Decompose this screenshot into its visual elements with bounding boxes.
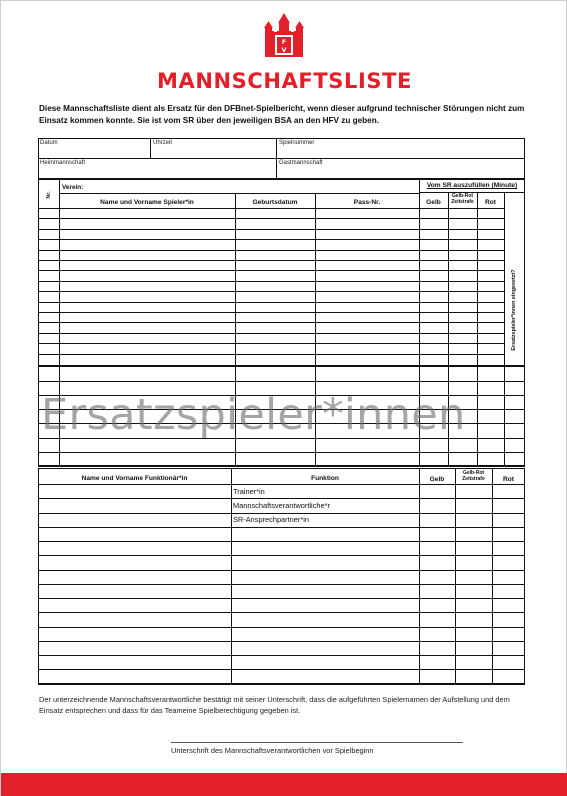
- entry-cell[interactable]: [449, 251, 477, 260]
- entry-cell[interactable]: [478, 313, 504, 322]
- entry-cell[interactable]: [316, 261, 419, 270]
- pass-number-column-header: Pass-Nr.: [353, 199, 381, 206]
- entry-cell[interactable]: [60, 334, 235, 343]
- entry-cell[interactable]: [232, 599, 419, 612]
- divider: [276, 138, 277, 179]
- entry-cell[interactable]: [316, 355, 419, 364]
- divider: [38, 158, 525, 159]
- entry-cell[interactable]: [449, 240, 477, 249]
- entry-cell[interactable]: [449, 323, 477, 332]
- entry-cell[interactable]: [420, 499, 455, 512]
- substitutes-used-side-label: Ersatzspieler*innen eingesetzt?: [511, 269, 517, 351]
- entry-cell[interactable]: [420, 514, 455, 527]
- entry-cell[interactable]: [39, 571, 231, 584]
- page-title: MANNSCHAFTSLISTE: [156, 69, 413, 93]
- entry-cell[interactable]: [236, 282, 315, 291]
- entry-cell[interactable]: [39, 599, 231, 612]
- entry-cell[interactable]: [236, 313, 315, 322]
- entry-cell[interactable]: [316, 271, 419, 280]
- entry-cell[interactable]: [456, 613, 492, 626]
- entry-cell[interactable]: [478, 334, 504, 343]
- entry-cell[interactable]: [236, 240, 315, 249]
- entry-cell[interactable]: [316, 209, 419, 218]
- entry-cell[interactable]: [39, 613, 231, 626]
- entry-cell[interactable]: [493, 485, 525, 498]
- entry-cell[interactable]: [236, 219, 315, 228]
- row-divider: [38, 466, 525, 467]
- entry-cell[interactable]: [232, 628, 419, 641]
- entry-cell[interactable]: [478, 251, 504, 260]
- entry-cell[interactable]: [236, 355, 315, 364]
- entry-cell[interactable]: [478, 230, 504, 239]
- entry-cell[interactable]: [236, 334, 315, 343]
- entry-cell[interactable]: [449, 303, 477, 312]
- match-number-field-label: Spielnummer: [279, 140, 315, 146]
- entry-cell[interactable]: [493, 556, 525, 569]
- entry-cell[interactable]: [60, 355, 235, 364]
- entry-cell[interactable]: [449, 355, 477, 364]
- entry-cell[interactable]: [60, 344, 235, 353]
- entry-cell[interactable]: [420, 485, 455, 498]
- row-divider: [38, 381, 525, 382]
- entry-cell[interactable]: [493, 528, 525, 541]
- entry-cell[interactable]: [456, 528, 492, 541]
- entry-cell[interactable]: [60, 313, 235, 322]
- player-name-column-header: Name und Vorname Spieler*in: [100, 199, 194, 206]
- entry-cell[interactable]: [420, 323, 448, 332]
- entry-cell[interactable]: [39, 542, 231, 555]
- entry-cell[interactable]: [316, 303, 419, 312]
- entry-cell[interactable]: [493, 585, 525, 598]
- entry-cell[interactable]: [449, 282, 477, 291]
- entry-cell[interactable]: [420, 642, 455, 655]
- yellow-column-header: Gelb: [426, 199, 441, 206]
- entry-cell[interactable]: [456, 599, 492, 612]
- entry-cell[interactable]: [232, 571, 419, 584]
- entry-cell[interactable]: [316, 344, 419, 353]
- substitutes-watermark: Ersatzspieler*innen: [41, 390, 466, 440]
- entry-cell[interactable]: [236, 323, 315, 332]
- entry-cell[interactable]: [39, 499, 231, 512]
- entry-cell[interactable]: [456, 628, 492, 641]
- entry-cell[interactable]: [449, 209, 477, 218]
- entry-cell[interactable]: [236, 209, 315, 218]
- entry-cell[interactable]: [493, 628, 525, 641]
- entry-cell[interactable]: [60, 292, 235, 301]
- entry-cell[interactable]: [456, 642, 492, 655]
- entry-cell[interactable]: [420, 542, 455, 555]
- entry-cell[interactable]: [478, 355, 504, 364]
- entry-cell[interactable]: [232, 585, 419, 598]
- footer-bar: [1, 773, 567, 796]
- entry-cell[interactable]: [232, 556, 419, 569]
- entry-cell[interactable]: [456, 556, 492, 569]
- entry-cell[interactable]: [420, 219, 448, 228]
- entry-cell[interactable]: [60, 219, 235, 228]
- birthdate-column-header: Geburtsdatum: [252, 199, 298, 206]
- entry-cell[interactable]: [420, 240, 448, 249]
- entry-cell[interactable]: [232, 613, 419, 626]
- entry-cell[interactable]: [232, 642, 419, 655]
- entry-cell[interactable]: [316, 313, 419, 322]
- entry-cell[interactable]: [456, 499, 492, 512]
- starters-substitutes-separator: [38, 365, 525, 367]
- official-yellow-column-header: Gelb: [429, 476, 445, 483]
- entry-cell[interactable]: [420, 230, 448, 239]
- entry-cell[interactable]: [60, 323, 235, 332]
- entry-cell[interactable]: [420, 313, 448, 322]
- row-divider: [38, 684, 525, 685]
- svg-text:F: F: [281, 38, 287, 46]
- entry-cell[interactable]: [478, 303, 504, 312]
- entry-cell[interactable]: [456, 514, 492, 527]
- svg-text:V: V: [281, 46, 287, 54]
- entry-cell[interactable]: [316, 292, 419, 301]
- role-referee-contact: SR-Ansprechpartner*in: [233, 515, 309, 524]
- entry-cell[interactable]: [60, 251, 235, 260]
- intro-text: Diese Mannschaftsliste dient als Ersatz für den DFBnet-Spielbericht, wenn dieser aufgrund technischer Störungen nicht zum Einsatz kommen konnte. Sie ist vom SR über den jeweiligen BSA an den HFV zu geben.: [39, 104, 525, 125]
- entry-cell[interactable]: [456, 571, 492, 584]
- entry-cell[interactable]: [449, 219, 477, 228]
- entry-cell[interactable]: [316, 230, 419, 239]
- home-team-field-label: Heimmannschaft: [40, 160, 86, 166]
- entry-cell[interactable]: [39, 585, 231, 598]
- entry-cell[interactable]: [456, 670, 492, 683]
- entry-cell[interactable]: [420, 656, 455, 669]
- entry-cell[interactable]: [493, 571, 525, 584]
- entry-cell[interactable]: [493, 642, 525, 655]
- entry-cell[interactable]: [420, 303, 448, 312]
- entry-cell[interactable]: [316, 240, 419, 249]
- hfv-logo-icon: [263, 13, 305, 59]
- entry-cell[interactable]: [39, 556, 231, 569]
- entry-cell[interactable]: [493, 599, 525, 612]
- entry-cell[interactable]: [449, 261, 477, 270]
- entry-cell[interactable]: [420, 556, 455, 569]
- confirmation-text: Der unterzeichnende Mannschaftsverantwortliche bestätigt mit seiner Unterschrift, dass die aufgeführten Spielernamen der Aufstellung und dem Einsatz entsprechen und dass für das Teameine Spielberechtigung gegeben ist.: [39, 695, 510, 715]
- entry-cell[interactable]: [60, 271, 235, 280]
- entry-cell[interactable]: [420, 355, 448, 364]
- entry-cell[interactable]: [420, 209, 448, 218]
- entry-cell[interactable]: [420, 571, 455, 584]
- entry-cell[interactable]: [456, 485, 492, 498]
- signature-line: [171, 742, 463, 743]
- away-team-field-label: Gastmannschaft: [279, 160, 323, 166]
- column-divider: [504, 192, 505, 466]
- entry-cell[interactable]: [236, 271, 315, 280]
- entry-cell[interactable]: [236, 344, 315, 353]
- yellow-red-column-header: Gelb-Rot Zeitstrafe: [451, 193, 474, 205]
- official-red-column-header: Rot: [503, 476, 514, 483]
- role-trainer: Trainer*in: [233, 487, 265, 496]
- entry-cell[interactable]: [60, 261, 235, 270]
- entry-cell[interactable]: [493, 670, 525, 683]
- entry-cell[interactable]: [478, 271, 504, 280]
- entry-cell[interactable]: [478, 209, 504, 218]
- entry-cell[interactable]: [478, 282, 504, 291]
- entry-cell[interactable]: [449, 344, 477, 353]
- entry-cell[interactable]: [236, 292, 315, 301]
- red-column-header: Rot: [485, 199, 496, 206]
- entry-cell[interactable]: [60, 303, 235, 312]
- entry-cell[interactable]: [478, 261, 504, 270]
- entry-cell[interactable]: [60, 240, 235, 249]
- entry-cell[interactable]: [60, 230, 235, 239]
- number-column-header: Nr.: [46, 191, 52, 199]
- time-field-label: Uhrzeit: [153, 140, 173, 146]
- entry-cell[interactable]: [232, 542, 419, 555]
- club-label: Verein:: [62, 184, 84, 191]
- entry-cell[interactable]: [39, 628, 231, 641]
- entry-cell[interactable]: [420, 344, 448, 353]
- entry-cell[interactable]: [420, 613, 455, 626]
- entry-cell[interactable]: [236, 230, 315, 239]
- entry-cell[interactable]: [478, 344, 504, 353]
- entry-cell[interactable]: [420, 528, 455, 541]
- entry-cell[interactable]: [456, 656, 492, 669]
- entry-cell[interactable]: [420, 251, 448, 260]
- entry-cell[interactable]: [232, 528, 419, 541]
- entry-cell[interactable]: [232, 656, 419, 669]
- divider: [150, 138, 151, 158]
- entry-cell[interactable]: [493, 656, 525, 669]
- entry-cell[interactable]: [420, 271, 448, 280]
- entry-cell[interactable]: [449, 292, 477, 301]
- entry-cell[interactable]: [478, 292, 504, 301]
- entry-cell[interactable]: [316, 219, 419, 228]
- entry-cell[interactable]: [493, 542, 525, 555]
- header-divider: [59, 193, 419, 194]
- entry-cell[interactable]: [420, 334, 448, 343]
- row-divider: [38, 452, 525, 453]
- entry-cell[interactable]: [420, 670, 455, 683]
- entry-cell[interactable]: [493, 514, 525, 527]
- official-name-column-header: Name und Vorname Funktionär*in: [81, 475, 188, 482]
- entry-cell[interactable]: [60, 209, 235, 218]
- entry-cell[interactable]: [493, 499, 525, 512]
- role-team-manager: Mannschaftsverantwortliche*r: [233, 501, 330, 510]
- entry-cell[interactable]: [39, 670, 231, 683]
- entry-cell[interactable]: [420, 292, 448, 301]
- function-column-header: Funktion: [311, 475, 339, 482]
- entry-cell[interactable]: [449, 313, 477, 322]
- entry-cell[interactable]: [420, 261, 448, 270]
- entry-cell[interactable]: [316, 251, 419, 260]
- entry-cell[interactable]: [316, 282, 419, 291]
- entry-cell[interactable]: [39, 642, 231, 655]
- entry-cell[interactable]: [236, 251, 315, 260]
- entry-cell[interactable]: [60, 282, 235, 291]
- date-field-label: Datum: [40, 140, 58, 146]
- entry-cell[interactable]: [420, 585, 455, 598]
- entry-cell[interactable]: [420, 599, 455, 612]
- entry-cell[interactable]: [456, 585, 492, 598]
- entry-cell[interactable]: [39, 485, 231, 498]
- entry-cell[interactable]: [236, 261, 315, 270]
- signature-caption: Unterschrift des Mannschaftsverantwortlichen vor Spielbeginn: [171, 746, 374, 755]
- entry-cell[interactable]: [449, 271, 477, 280]
- entry-cell[interactable]: [39, 528, 231, 541]
- referee-section-header: Vom SR auszufüllen (Minute): [426, 182, 518, 189]
- entry-cell[interactable]: [236, 303, 315, 312]
- entry-cell[interactable]: [478, 323, 504, 332]
- entry-cell[interactable]: [478, 240, 504, 249]
- entry-cell[interactable]: [478, 219, 504, 228]
- entry-cell[interactable]: [420, 628, 455, 641]
- entry-cell[interactable]: [232, 670, 419, 683]
- entry-cell[interactable]: [39, 656, 231, 669]
- entry-cell[interactable]: [493, 613, 525, 626]
- entry-cell[interactable]: [316, 323, 419, 332]
- official-yellow-red-column-header: Gelb-Rot Zeitstrafe: [462, 470, 485, 482]
- entry-cell[interactable]: [39, 514, 231, 527]
- entry-cell[interactable]: [456, 542, 492, 555]
- entry-cell[interactable]: [449, 230, 477, 239]
- entry-cell[interactable]: [316, 334, 419, 343]
- entry-cell[interactable]: [449, 334, 477, 343]
- entry-cell[interactable]: [420, 282, 448, 291]
